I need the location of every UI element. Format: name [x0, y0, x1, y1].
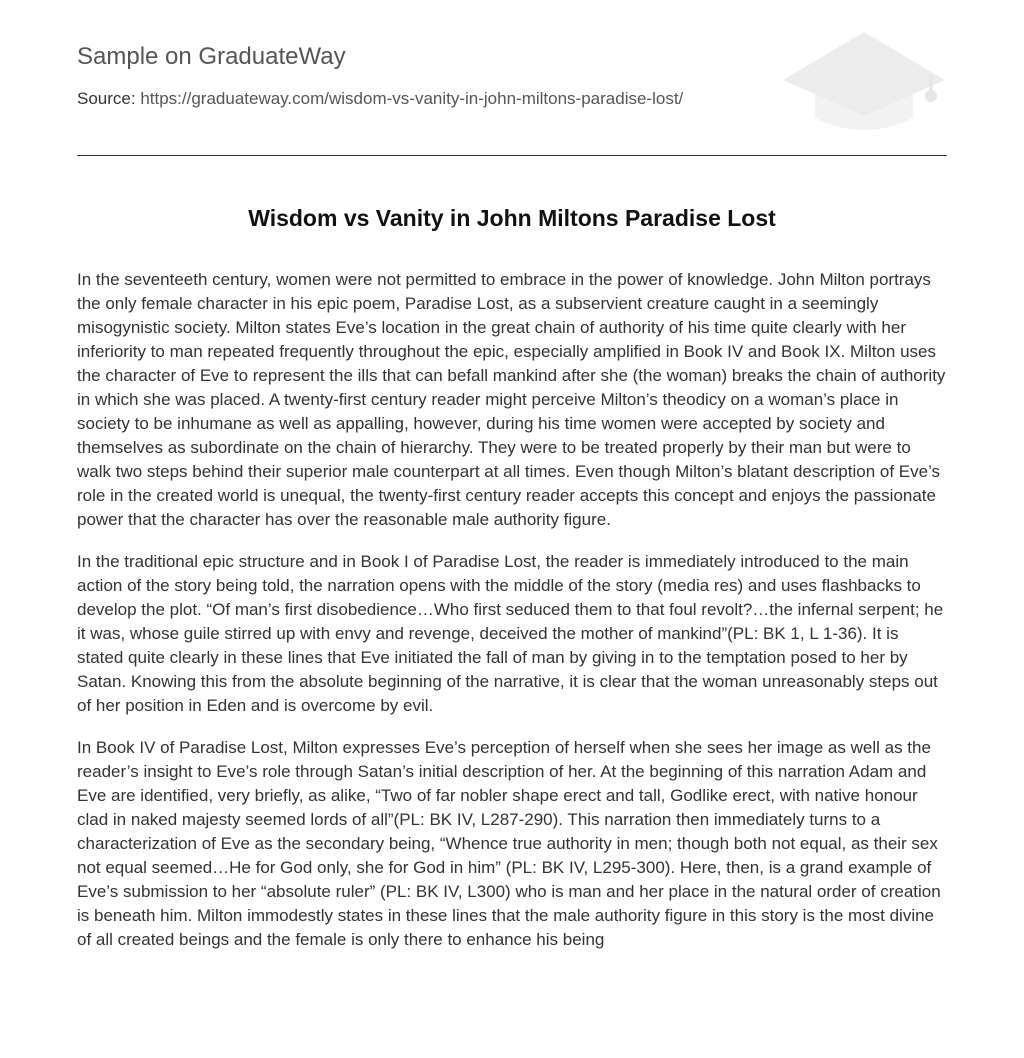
paragraph-1: In the seventeeth century, women were not permitted to embrace in the power of knowledge. John Milton portrays the only female character in his epic poem, Paradise Lost, as a subservient creature caught in a seemingly misogynistic society. Milton states Eve’s location in the great chain of authority of his time quite clearly with her inferiority to man repeated frequently throughout the epic, especially amplified in Book IV and Book IX. Milton uses the character of Eve to represent the ills that can befall mankind after she (the woman) breaks the chain of authority in which she was placed. A twenty-first century reader might perceive Milton’s theodicy on a woman’s place in society to be inhumane as well as appalling, however, during his time women were accepted by society and themselves as subordinate on the chain of hierarchy. They were to be treated properly by their man but were to walk two steps behind their superior male counterpart at all times. Even though Milton’s blatant description of Eve’s role in the created world is unequal, the twenty-first century reader accepts this concept and enjoys the passionate power that the character has over the reasonable male authority figure.	[77, 270, 946, 529]
source-link[interactable]: https://graduateway.com/wisdom-vs-vanity-in-john-miltons-paradise-lost/	[140, 89, 684, 108]
article-body	[77, 268, 947, 970]
header-divider	[77, 155, 947, 156]
paragraph-2: In the traditional epic structure and in Book I of Paradise Lost, the reader is immediately introduced to the main action of the story being told, the narration opens with the middle of the story (media res) and uses flashbacks to develop the plot. “Of man’s first disobedience…Who first seduced them to that foul revolt?…the infernal serpent; he it was, whose guile stirred up with envy and revenge, deceived the mother of mankind”(PL: BK 1, L 1-36). It is stated quite clearly in these lines that Eve initiated the fall of man by giving in to the temptation posed to her by Satan. Knowing this from the absolute beginning of the narrative, it is clear that the woman unreasonably steps out of her position in Eden and is overcome by evil.	[77, 552, 944, 715]
page-header	[77, 0, 947, 156]
source-label: Source:	[77, 89, 136, 108]
document-title: Wisdom vs Vanity in John Miltons Paradise Lost	[248, 205, 776, 231]
source-line	[77, 89, 683, 109]
site-title: Sample on GraduateWay	[77, 43, 346, 70]
graduation-cap-icon	[781, 30, 947, 134]
paragraph-3: In Book IV of Paradise Lost, Milton expresses Eve’s perception of herself when she sees her image as well as the reader’s insight to Eve’s role through Satan’s initial description of her. At the beginning of this narration Adam and Eve are identified, very briefly, as alike, “Two of far nobler shape erect and tall, Godlike erect, with native honour clad in naked majesty seemed lords of all”(PL: BK IV, L287-290). This narration then immediately turns to a characterization of Eve as the secondary being, “Whence true authority in men; though both not equal, as their sex not equal seemed…He for God only, she for God in him” (PL: BK IV, L295-300). Here, then, is a grand example of Eve’s submission to her “absolute ruler” (PL: BK IV, L300) who is man and her place in the natural order of creation is beneath him. Milton immodestly states in these lines that the male authority figure in this story is the most divine of all created beings and the female is only there to enhance his being	[77, 738, 941, 949]
